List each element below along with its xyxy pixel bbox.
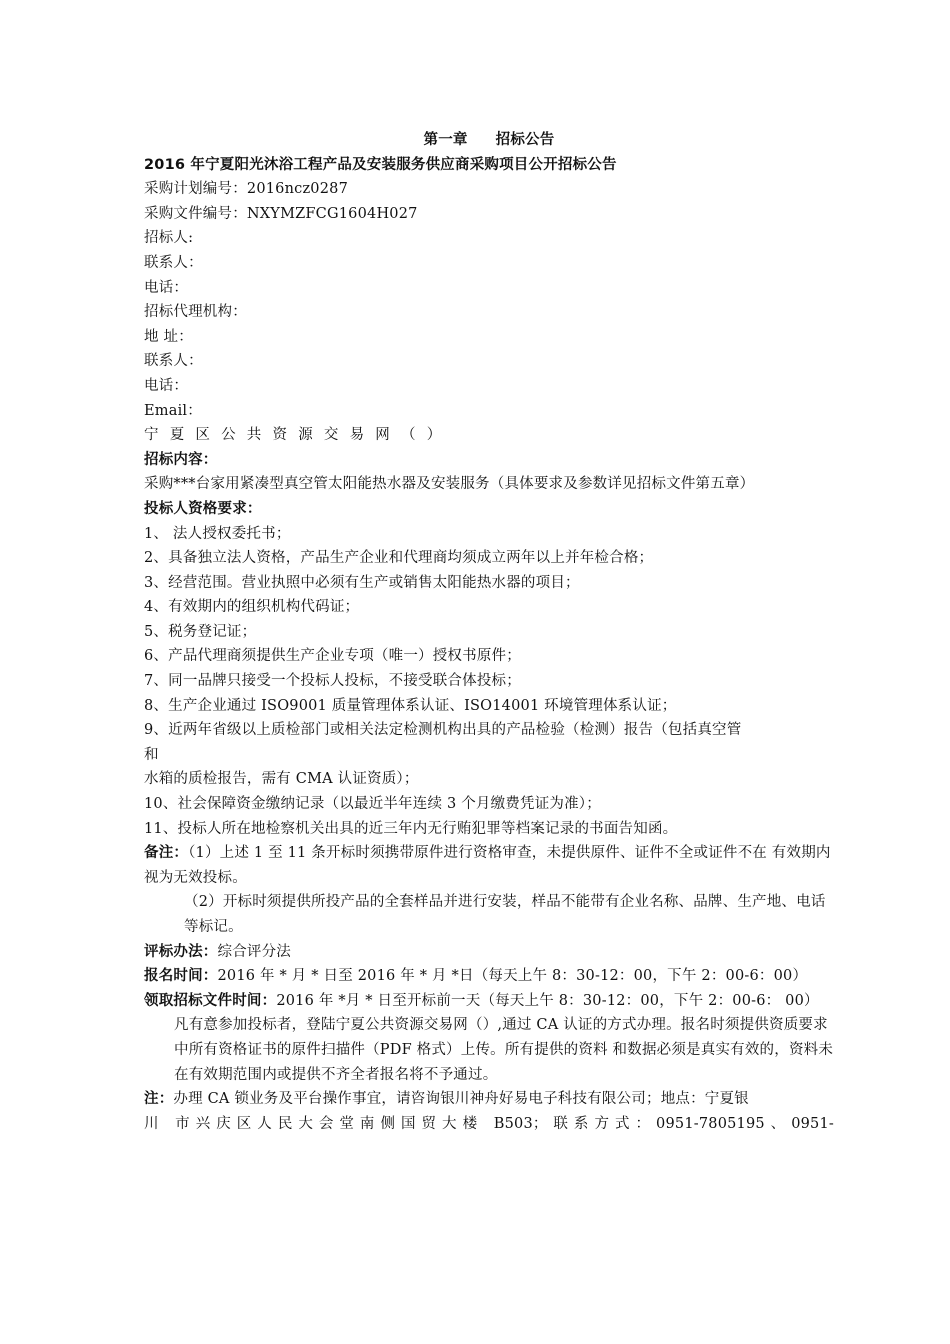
signup-value: 2016 年 * 月 * 日至 2016 年 * 月 *日（每天上午 8：30-12：00，下午 2：00-6：00）: [217, 968, 808, 985]
content-heading: 招标内容：: [144, 451, 218, 468]
phone-field: 电话：: [144, 279, 189, 296]
qualification-item: 1、 法人授权委托书；: [144, 525, 291, 542]
evaluation-method: [144, 940, 834, 965]
evaluation-value: 综合评分法: [217, 943, 291, 960]
qualification-item: 3、经营范围。营业执照中必须有生产或销售太阳能热水器的项目；: [144, 574, 580, 591]
qualification-item: 10、社会保障资金缴纳记录（以最近半年连续 3 个月缴费凭证为准）；: [144, 796, 601, 813]
qualification-item: 8、生产企业通过 ISO9001 质量管理体系认证、ISO14001 环境管理体系认证；: [144, 697, 677, 714]
platform-name: 宁夏区公共资源交易网（）: [144, 427, 453, 444]
note-text-1: （1）上述 1 至 11 条开标时须携带原件进行资格审查，未提供原件、证件不全或证件不在 有效期内视为无效投标。: [144, 845, 831, 886]
contact-field: 联系人：: [144, 254, 203, 271]
address-field: 地 址：: [144, 328, 193, 345]
evaluation-label: 评标办法：: [144, 943, 218, 960]
file-number: 采购文件编号：NXYMZFCG1604H027: [144, 205, 418, 222]
signup-time: [144, 964, 834, 989]
qualification-item: 水箱的质检报告，需有 CMA 认证资质）；: [144, 771, 419, 788]
note-label: 备注：: [144, 845, 189, 862]
agency-contact-field: 联系人：: [144, 353, 203, 370]
document-collection-value: 2016 年 *月 * 日至开标前一天（每天上午 8：30-12：00，下午 2：00-6： 00）: [276, 992, 819, 1009]
qualification-item: 9、近两年省级以上质检部门或相关法定检测机构出具的产品检验（检测）报告（包括真空管: [144, 722, 742, 739]
qualification-item: 7、同一品牌只接受一个投标人投标，不接受联合体投标；: [144, 673, 521, 690]
tenderer-field: 招标人:: [144, 230, 194, 247]
qualification-item: 4、有效期内的组织机构代码证；: [144, 599, 360, 616]
agency-phone-field: 电话：: [144, 377, 189, 394]
qualification-item: 和: [144, 746, 159, 763]
footnote-text-1: 办理 CA 锁业务及平台操作事宜，请咨询银川神舟好易电子科技有限公司；地点：宁夏银: [173, 1091, 749, 1108]
qualification-heading: 投标人资格要求：: [144, 500, 262, 517]
note-text-2: （2）开标时须提供所投产品的全套样品并进行安装，样品不能带有企业名称、品牌、生产地、电话等标记。: [184, 894, 826, 935]
document-collection-label: 领取招标文件时间：: [144, 992, 277, 1009]
document-collection-time: [144, 989, 834, 1014]
plan-number: 采购计划编号：2016ncz0287: [144, 181, 349, 198]
qualification-item: 6、产品代理商须提供生产企业专项（唯一）授权书原件；: [144, 648, 521, 665]
email-field: Email：: [144, 402, 202, 419]
signup-label: 报名时间：: [144, 968, 218, 985]
note-paragraph: [144, 841, 834, 890]
qualification-item: 2、具备独立法人资格，产品生产企业和代理商均须成立两年以上并年检合格；: [144, 550, 654, 567]
content-text: 采购***台家用紧凑型真空管太阳能热水器及安装服务（具体要求及参数详见招标文件第五章）: [144, 476, 755, 493]
registration-paragraph: 凡有意参加投标者，登陆宁夏公共资源交易网（）,通过 CA 认证的方式办理。报名时须提供资质要求中所有资格证书的原件扫描件（PDF 格式）上传。所有提供的资料 和数据必须是真实有效的，资料未在有效期范围内或提供不齐全者报名将不予通过。: [174, 1017, 834, 1083]
chapter-title: 招标公告: [495, 132, 555, 148]
document-body: [144, 128, 834, 1136]
announcement-title: 2016 年宁夏阳光沐浴工程产品及安装服务供应商采购项目公开招标公告: [144, 156, 617, 173]
qualification-item: 11、投标人所在地检察机关出具的近三年内无行贿犯罪等档案记录的书面告知函。: [144, 820, 678, 837]
footnote-line-2: 川 市兴庆区人民大会堂南侧国贸大楼 B503；联系方式：0951-7805195、0951-: [144, 1115, 834, 1132]
qualification-item: 5、税务登记证；: [144, 623, 257, 640]
agency-field: 招标代理机构：: [144, 304, 247, 321]
chapter-heading: [144, 128, 834, 153]
chapter-number: 第一章: [423, 132, 468, 148]
footnote-line-1: [144, 1087, 834, 1112]
footnote-label: 注：: [144, 1091, 174, 1108]
